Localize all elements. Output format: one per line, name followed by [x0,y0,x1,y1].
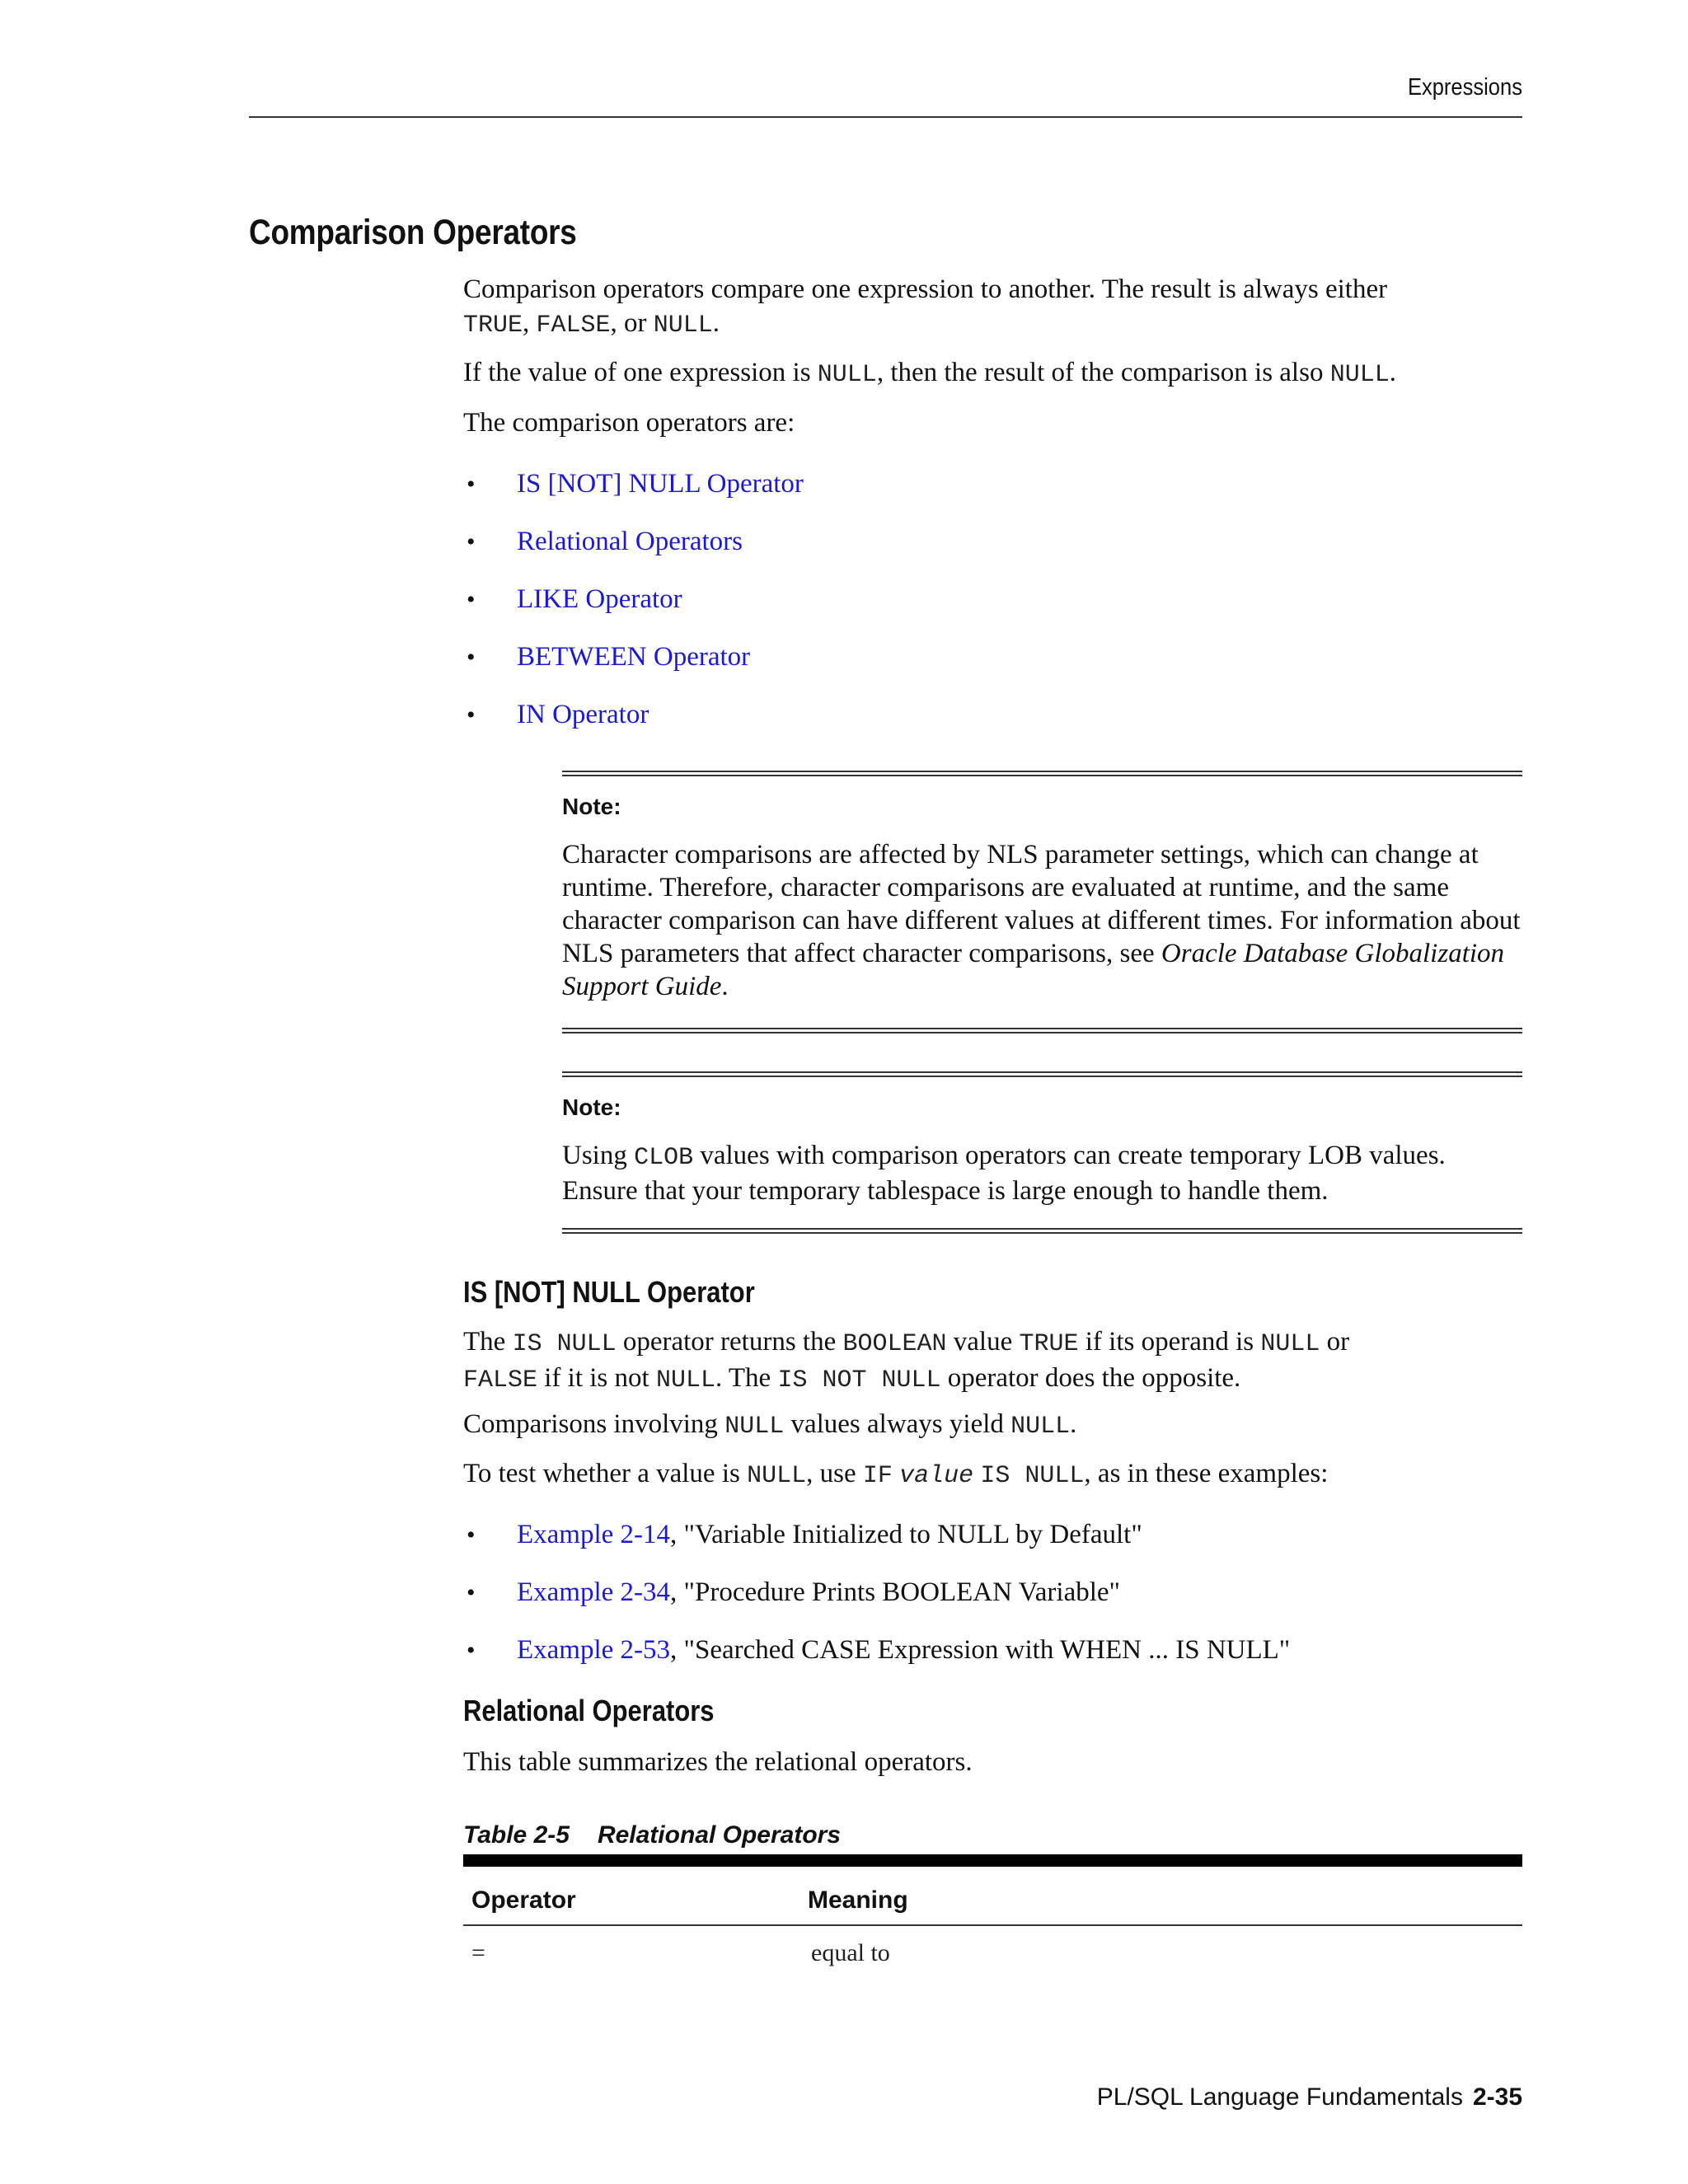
code-false: FALSE [536,312,611,340]
note-box-clob [562,1071,1522,1236]
note-text: Using [562,1141,627,1170]
bullet-icon: • [467,471,476,498]
link-relational-operators[interactable]: Relational Operators [517,527,743,556]
bullet-icon: • [467,1637,476,1664]
list-item [463,1576,1522,1633]
bullet-icon: • [467,528,476,555]
header-divider [249,116,1522,118]
list-item [463,583,1522,640]
footer-book-title: PL/SQL Language Fundamentals [1096,2083,1463,2111]
note-top-rule [562,1071,1522,1077]
code-boolean: BOOLEAN [842,1330,947,1358]
list-item [463,467,1522,525]
text: The [463,1327,506,1357]
text: operator returns the [622,1327,837,1357]
bullet-icon: • [467,1579,476,1606]
code-null: NULL [1329,361,1390,389]
note-body [562,1139,1522,1207]
code-null: NULL [1010,1413,1071,1441]
table-top-bar [463,1854,1522,1867]
relational-intro: This table summarizes the relational operators. [463,1747,973,1777]
code-clob: CLOB [634,1144,694,1172]
link-example-2-34[interactable]: Example 2-34 [517,1577,671,1607]
intro-text: Comparison operators compare one expression to another. The result is always either [463,274,1388,304]
link-example-2-53[interactable]: Example 2-53 [517,1635,671,1665]
code-null: NULL [655,1366,715,1394]
note-label: Note: [562,1094,621,1120]
table-title: Relational Operators [597,1821,842,1849]
note-box-nls [562,771,1522,1036]
table-row [463,1925,1522,1980]
code-is-not-null: IS NOT NULL [777,1366,941,1394]
intro-or: or [624,308,647,338]
text: if it is not [544,1363,649,1393]
table-number: Table 2-5 [463,1821,570,1849]
code-value: value [899,1462,974,1490]
text: operator does the opposite. [947,1363,1241,1393]
text: if its operand is [1085,1327,1254,1357]
section-title: Comparison Operators [249,213,577,252]
text: . The [715,1363,771,1393]
note-text: values with comparison operators can create temporary LOB values. Ensure that your temporary tablespace is large enough to handle them. [562,1141,1446,1206]
text: values always yield [790,1409,1004,1439]
code-null: NULL [747,1462,807,1490]
intro-paragraph: Comparison operators compare one expression to another. The result is always either TRUE, FALSE, or NULL. [463,274,1388,340]
table [463,1867,1522,1980]
code-is-null: IS NULL [512,1330,617,1358]
column-header-meaning: Meaning [799,1867,1522,1925]
link-like-operator[interactable]: LIKE Operator [517,584,682,614]
list-item [463,525,1522,583]
list-item [463,698,1522,756]
example-title: , "Procedure Prints BOOLEAN Variable" [670,1577,1121,1607]
code-if: IF [862,1462,893,1490]
example-title: , "Variable Initialized to NULL by Default" [670,1520,1142,1549]
code-is-null: IS NULL [980,1462,1085,1490]
bullet-icon: • [467,1521,476,1549]
code-null: NULL [653,312,713,340]
table-header-row [463,1867,1522,1925]
text: , as in these examples: [1084,1459,1329,1488]
text: , use [806,1459,856,1488]
link-in-operator[interactable]: IN Operator [517,700,649,729]
note-bottom-rule [562,1228,1522,1234]
note-label: Note: [562,794,621,819]
text: or [1326,1327,1350,1357]
null-text-2: , then the result of the comparison is also [876,358,1324,387]
page-footer [1097,2083,1522,2111]
text: value [953,1327,1013,1357]
code-null: NULL [1260,1330,1320,1358]
bullet-icon: • [467,701,476,729]
bullet-icon: • [467,644,476,671]
null-paragraph: If the value of one expression is NULL, then the result of the comparison is also NULL. [463,358,1396,389]
list-intro: The comparison operators are: [463,408,795,438]
running-header: Expressions [1407,74,1522,101]
null-text-1: If the value of one expression is [463,358,811,387]
bullet-icon: • [467,586,476,613]
operator-list [463,467,1522,756]
is-null-paragraph [463,1325,1522,1398]
test-null-paragraph [463,1457,1522,1493]
book-title: Oracle Database Globalization Support Guide [562,939,1505,1001]
text: Comparisons involving [463,1409,718,1439]
table-cell-operator: = [471,1939,485,1966]
page-number: 2-35 [1472,2083,1522,2111]
example-title: , "Searched CASE Expression with WHEN ... IS NULL" [670,1635,1291,1665]
subsection-title-relational: Relational Operators [463,1694,715,1727]
null-comparison-paragraph: Comparisons involving NULL values always yield NULL. [463,1409,1077,1441]
code-true: TRUE [463,312,523,340]
note-bottom-rule [562,1028,1522,1033]
list-item [463,640,1522,698]
note-top-rule [562,771,1522,776]
link-between-operator[interactable]: BETWEEN Operator [517,642,751,672]
table-caption [463,1821,841,1849]
note-text: Character comparisons are affected by NLS parameter settings, which can change at runtime. Therefore, character comparisons are evaluated at runtime, and the same character comparison can have different values at different times. For information about NLS parameters that affect character comparisons, see [562,840,1521,968]
text: To test whether a value is [463,1459,740,1488]
code-null: NULL [817,361,877,389]
link-is-not-null-operator[interactable]: IS [NOT] NULL Operator [517,469,804,499]
relational-operators-table [463,1854,1522,1980]
subsection-title-is-not-null: IS [NOT] NULL Operator [463,1275,755,1309]
list-item [463,1518,1522,1576]
list-item [463,1633,1522,1691]
code-false: FALSE [463,1366,538,1394]
code-true: TRUE [1019,1330,1079,1358]
example-list [463,1518,1522,1691]
column-header-operator: Operator [463,1867,799,1925]
code-null: NULL [724,1413,785,1441]
note-body: Character comparisons are affected by NLS parameter settings, which can change at runtime. Therefore, character comparisons are evaluated at runtime, and the same character comparison can have different values at different times. For information about NLS parameters that affect character comparisons, see Oracle Database Globalization Support Guide. [562,840,1521,1001]
table-cell-meaning: equal to [811,1939,890,1966]
link-example-2-14[interactable]: Example 2-14 [517,1520,671,1549]
